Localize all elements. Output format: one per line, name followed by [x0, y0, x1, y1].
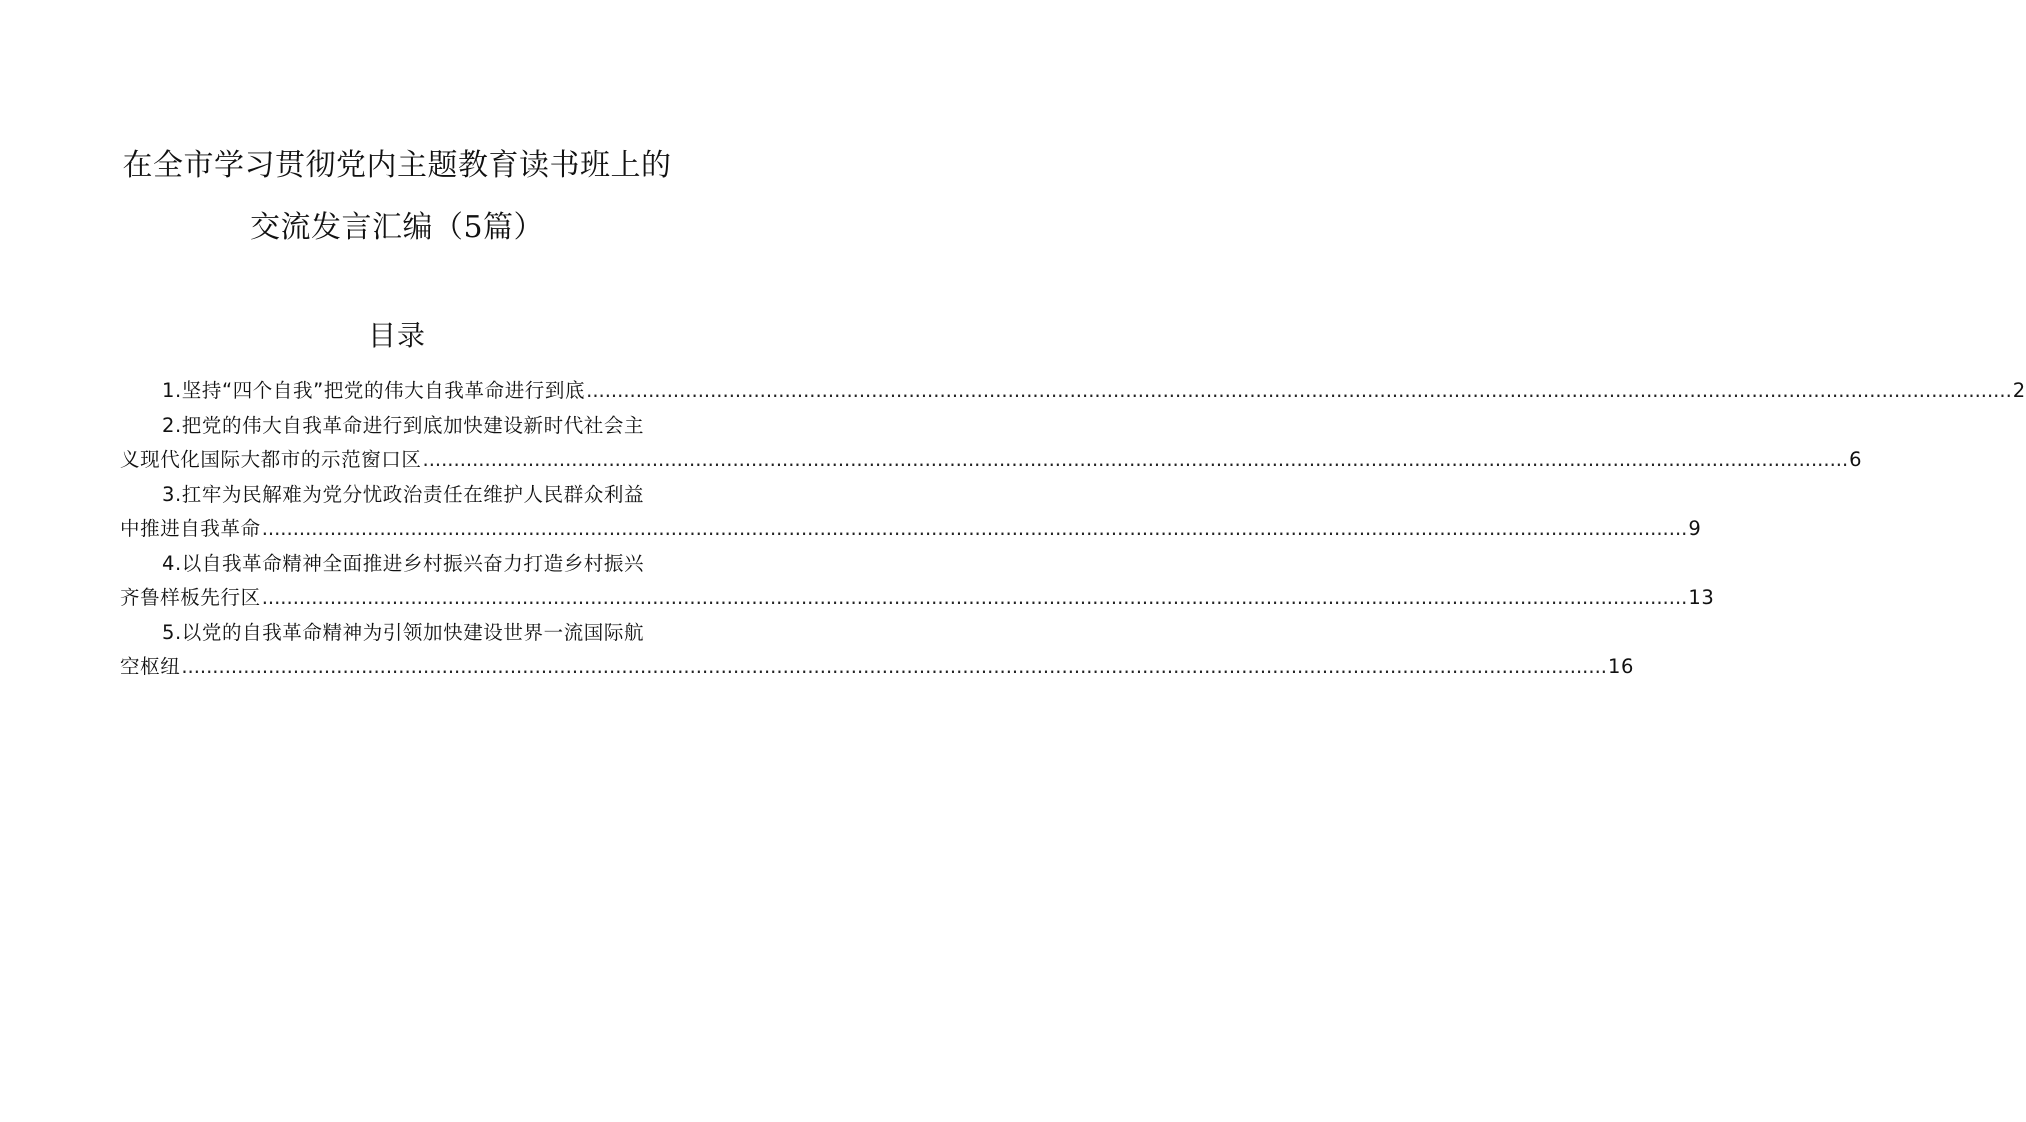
toc-entry-title-continued: 齐鲁样板先行区 — [120, 586, 261, 609]
toc-page-number: 6 — [1849, 448, 1863, 471]
document-title-line-1: 在全市学习贯彻党内主题教育读书班上的 — [122, 148, 672, 183]
toc-dot-leader — [262, 512, 1688, 547]
toc-dot-leader — [423, 443, 1849, 478]
toc-entry-4[interactable] — [120, 547, 1715, 616]
toc-entry-5[interactable] — [120, 616, 1634, 685]
toc-entry-title: 3.扛牢为民解难为党分忧政治责任在维护人民群众利益 — [162, 482, 645, 506]
toc-entry-title: 2.把党的伟大自我革命进行到底加快建设新时代社会主 — [162, 413, 645, 437]
toc-dot-leader — [262, 581, 1688, 616]
toc-page-number: 2 — [2012, 379, 2026, 402]
document-title-line-2: 交流发言汇编（5篇） — [249, 210, 545, 245]
toc-entry-title-continued: 义现代化国际大都市的示范窗口区 — [120, 448, 422, 471]
toc-page-number: 13 — [1688, 586, 1715, 609]
toc-entry-3[interactable] — [120, 478, 1702, 547]
toc-dot-leader — [181, 650, 1607, 685]
toc-dot-leader — [586, 374, 2012, 409]
toc-page-number: 9 — [1688, 517, 1702, 540]
toc-entry-title: 5.以党的自我革命精神为引领加快建设世界一流国际航 — [162, 620, 645, 644]
toc-entry-title-continued: 中推进自我革命 — [120, 517, 261, 540]
toc-entry-1[interactable] — [120, 374, 2026, 409]
toc-entry-title: 4.以自我革命精神全面推进乡村振兴奋力打造乡村振兴 — [162, 551, 645, 575]
toc-page-number: 16 — [1607, 655, 1634, 678]
toc-entry-title-continued: 空枢纽 — [120, 655, 181, 678]
toc-entry-2[interactable] — [120, 409, 1863, 478]
table-of-contents — [120, 374, 2026, 685]
toc-entry-title: 1.坚持“四个自我”把党的伟大自我革命进行到底 — [162, 379, 586, 402]
toc-heading: 目录 — [367, 319, 426, 352]
